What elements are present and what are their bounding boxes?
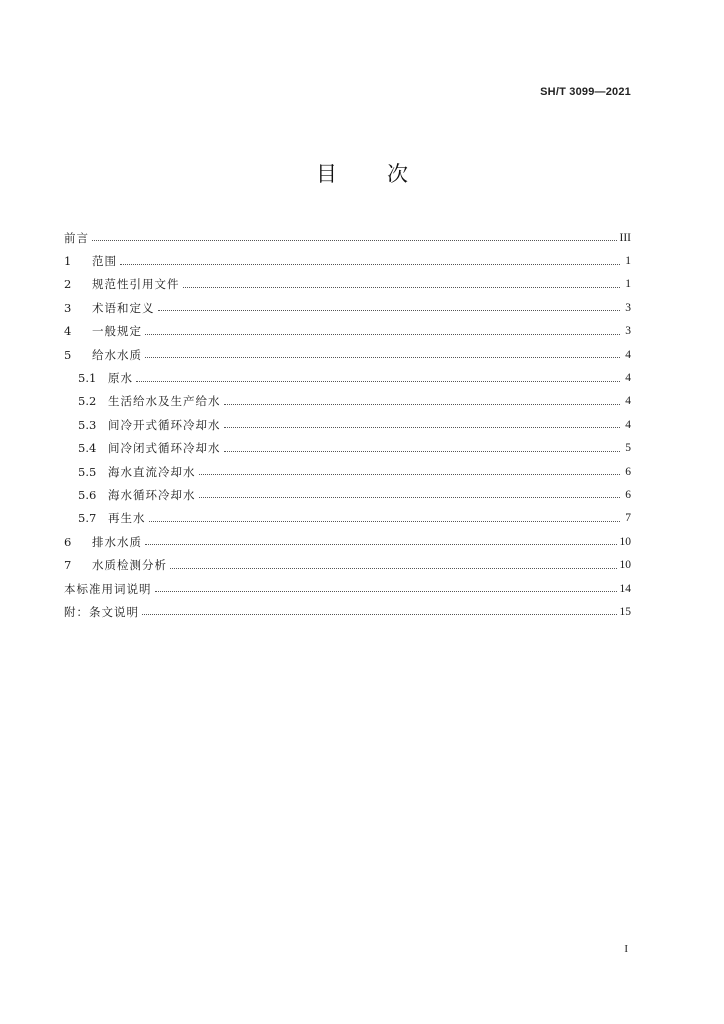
toc-entry-label: 间冷开式循环冷却水 [108,417,221,432]
toc-entry-number: 6 [64,534,72,549]
toc-entry-page: 15 [619,605,631,618]
toc-entry-page: 4 [625,372,631,385]
toc-entry-page: 10 [619,535,631,548]
toc-entry-page: 1 [625,278,631,291]
toc-entry-label: 间冷闭式循环冷却水 [108,441,221,456]
toc-entry[interactable] [64,390,631,413]
toc-entry-number: 5.2 [78,394,97,409]
toc-entry[interactable] [64,460,631,483]
toc-entry-number: 5.5 [78,464,97,479]
toc-entry-page: 10 [619,559,631,572]
toc-entry-label: 生活给水及生产给水 [108,394,221,409]
toc-entry[interactable] [64,320,631,343]
toc-entry-page: 1 [625,255,631,268]
toc-entry-page: 4 [625,395,631,408]
toc-entry[interactable] [64,249,631,272]
toc-entry-number: 5.1 [78,371,97,386]
toc-entry[interactable] [64,226,631,249]
toc-entry[interactable] [64,413,631,436]
toc-entry[interactable] [64,366,631,389]
toc-entry-number: 1 [64,254,72,269]
toc-entry-label: 排水水质 [92,534,142,549]
toc-entry-page: 6 [625,488,631,501]
toc-entry-label: 术语和定义 [92,300,155,315]
toc-entry-label: 本标准用词说明 [64,581,152,596]
table-of-contents [64,226,631,624]
toc-entry[interactable] [64,577,631,600]
toc-entry-number: 5.6 [78,487,97,502]
toc-dot-leader [224,427,621,428]
toc-entry-number: 4 [64,324,72,339]
toc-entry-page: 4 [625,348,631,361]
toc-entry-number: 5.4 [78,441,97,456]
toc-entry-label: 范围 [92,254,117,269]
toc-dot-leader [120,264,620,265]
toc-entry-label: 附：条文说明 [64,604,139,619]
toc-entry-page: 3 [625,325,631,338]
toc-entry-label: 前言 [64,230,89,245]
toc-dot-leader [145,334,620,335]
standard-code: SH/T 3099—2021 [540,86,631,98]
toc-entry-label: 规范性引用文件 [92,277,180,292]
toc-entry-page: 5 [625,442,631,455]
toc-dot-leader [224,451,621,452]
toc-entry[interactable] [64,296,631,319]
toc-entry-label: 再生水 [108,511,146,526]
toc-entry-label: 海水循环冷却水 [108,487,196,502]
toc-entry-label: 水质检测分析 [92,558,167,573]
toc-dot-leader [145,357,620,358]
toc-dot-leader [224,404,621,405]
toc-entry-label: 给水水质 [92,347,142,362]
toc-entry-page: 4 [625,418,631,431]
toc-entry-page: 7 [625,512,631,525]
toc-entry-number: 3 [64,300,72,315]
toc-entry[interactable] [64,530,631,553]
toc-dot-leader [145,544,617,545]
toc-dot-leader [170,568,617,569]
toc-entry[interactable] [64,483,631,506]
toc-entry-number: 5 [64,347,72,362]
toc-entry[interactable] [64,273,631,296]
toc-dot-leader [158,310,621,311]
toc-entry-number: 5.7 [78,511,97,526]
toc-dot-leader [199,474,621,475]
toc-dot-leader [183,287,621,288]
toc-entry-label: 原水 [108,371,133,386]
page-number: I [624,943,628,955]
toc-entry[interactable] [64,600,631,623]
toc-entry-number: 2 [64,277,72,292]
title-char-1: 目 [316,162,337,186]
toc-dot-leader [155,591,617,592]
toc-entry-number: 7 [64,558,72,573]
page-title [0,158,724,188]
toc-entry[interactable] [64,343,631,366]
toc-entry[interactable] [64,553,631,576]
toc-dot-leader [199,497,621,498]
toc-entry-page: III [619,231,631,244]
toc-entry[interactable] [64,507,631,530]
toc-dot-leader [149,521,621,522]
toc-entry-page: 3 [625,301,631,314]
toc-dot-leader [136,381,620,382]
toc-entry[interactable] [64,437,631,460]
toc-dot-leader [142,614,617,615]
toc-entry-page: 14 [619,582,631,595]
toc-entry-number: 5.3 [78,417,97,432]
toc-dot-leader [92,240,617,241]
toc-entry-page: 6 [625,465,631,478]
toc-entry-label: 海水直流冷却水 [108,464,196,479]
toc-entry-label: 一般规定 [92,324,142,339]
title-char-2: 次 [387,162,408,186]
